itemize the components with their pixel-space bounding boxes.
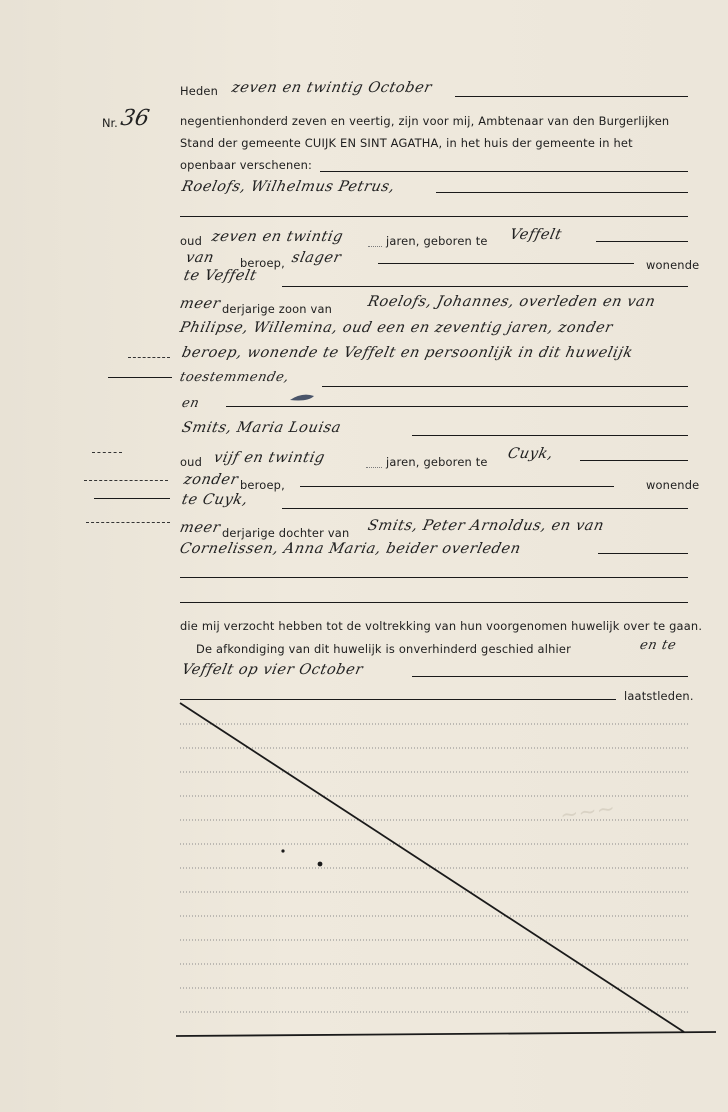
- laatstleden-label: laatstleden.: [624, 689, 694, 703]
- connector-en: en: [180, 396, 201, 411]
- preamble-line-2: Stand der gemeente CUIJK EN SINT AGATHA, in het huis der gemeente in het: [180, 136, 633, 150]
- groom-jaren-label: jaren, geboren te: [386, 234, 488, 248]
- bride-beroep-label: beroep,: [240, 478, 285, 492]
- marriage-date-written: zeven en twintig October: [230, 80, 434, 96]
- groom-beroep-label: beroep,: [240, 256, 285, 270]
- groom-parents-1: Roelofs, Johannes, overleden en van: [366, 294, 657, 310]
- groom-parents-4: toestemmende,: [178, 370, 291, 385]
- groom-age: zeven en twintig: [210, 229, 345, 245]
- preamble-line-1: negentienhonderd zeven en veertig, zijn voor mij, Ambtenaar van den Burgerlijken: [180, 114, 670, 128]
- announcement-written-2: Veffelt op vier October: [180, 662, 365, 678]
- bride-residence: te Cuyk,: [180, 492, 250, 508]
- bride-parent-prefix: meer: [178, 520, 222, 536]
- request-sentence: die mij verzocht hebben tot de voltrekking van hun voorgenomen huwelijk over te gaan.: [180, 619, 703, 633]
- record-number: 36: [118, 106, 152, 131]
- bleed-through-marks: ~~~: [558, 796, 617, 829]
- bride-name: Smits, Maria Louisa: [180, 420, 343, 436]
- groom-occupation: slager: [290, 250, 343, 266]
- bride-derjarige-label: derjarige dochter van: [222, 526, 350, 540]
- preamble-line-3: openbaar verschenen:: [180, 158, 313, 172]
- groom-wonende-label: wonende: [646, 258, 700, 272]
- heden-label: Heden: [180, 84, 219, 98]
- groom-oud-label: oud: [180, 234, 203, 248]
- groom-derjarige-label: derjarige zoon van: [222, 302, 333, 316]
- bride-jaren-label: jaren, geboren te: [386, 455, 488, 469]
- bride-parents-2: Cornelissen, Anna Maria, beider overleden: [178, 541, 523, 557]
- groom-parent-prefix: meer: [178, 296, 222, 312]
- bride-birthplace: Cuyk,: [506, 446, 555, 462]
- groom-birthplace: Veffelt: [508, 227, 564, 243]
- bride-parents-1: Smits, Peter Arnoldus, en van: [366, 518, 606, 534]
- groom-occupation-prefix: van: [184, 250, 216, 266]
- announcement-written-1: en te: [638, 638, 678, 653]
- groom-name: Roelofs, Wilhelmus Petrus,: [180, 179, 397, 195]
- bride-age: vijf en twintig: [212, 450, 327, 466]
- groom-parents-3: beroep, wonende te Veffelt en persoonlijk in dit huwelijk: [180, 345, 635, 361]
- groom-parents-2: Philipse, Willemina, oud een en zeventig jaren, zonder: [178, 320, 615, 336]
- bride-wonende-label: wonende: [646, 478, 700, 492]
- bride-occupation: zonder: [182, 472, 240, 488]
- announcement-sentence: De afkondiging van dit huwelijk is onverhinderd geschied alhier: [196, 642, 571, 656]
- bride-oud-label: oud: [180, 455, 203, 469]
- record-number-label: Nr.: [102, 116, 118, 130]
- groom-residence: te Veffelt: [182, 268, 259, 284]
